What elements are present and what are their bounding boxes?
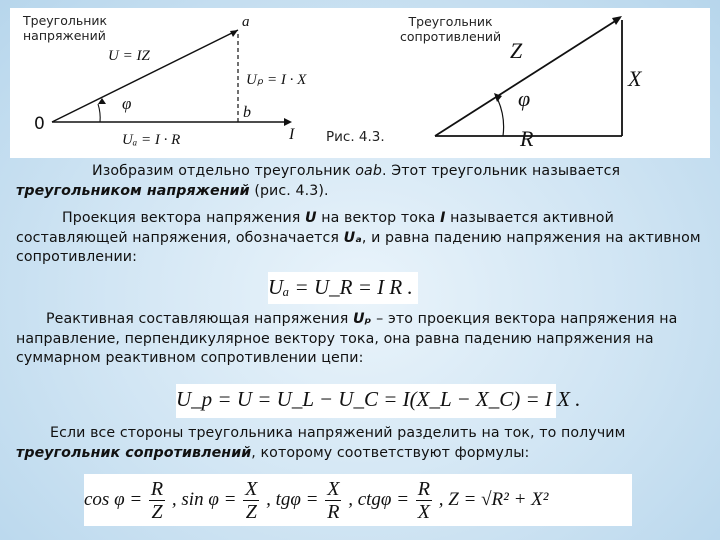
p2-Ua: Uₐ: [343, 229, 362, 246]
label-Ua: Uₐ = I · R: [122, 132, 181, 148]
p3-text-a: Реактивная составляющая напряжения: [46, 311, 353, 327]
frac-cos: [149, 478, 165, 523]
cos-label: cos φ =: [84, 489, 143, 510]
label-Z: Z: [510, 38, 523, 63]
p2-text-b: на вектор тока: [316, 210, 441, 226]
ctg-label: , ctgφ =: [348, 489, 410, 510]
frac-tg: [325, 478, 341, 523]
frac-ctg: [416, 478, 432, 523]
right-caption-line1: Треугольник: [408, 14, 493, 29]
formula-active-voltage: [268, 272, 418, 304]
paragraph-1: [16, 162, 706, 201]
formula-impedance-relations: [84, 474, 632, 526]
right-caption-line2: сопротивлений: [400, 29, 502, 44]
angle-arc-left: [98, 104, 100, 122]
p2-I: I: [440, 210, 446, 226]
p2-text-d: , и равна падению напряжения на активном сопротивлении:: [16, 229, 701, 265]
frac-sin: [243, 478, 259, 523]
left-caption-line1: Треугольник: [23, 13, 108, 28]
p1-text-e: (рис. 4.3).: [249, 182, 329, 199]
label-a: a: [242, 14, 250, 30]
p4-text-a: Если все стороны треугольника напряжений разделить на ток, то получим: [50, 425, 626, 441]
label-b: b: [243, 104, 251, 121]
frac-tg-num: X: [327, 478, 340, 501]
left-caption: [23, 13, 107, 43]
right-caption: [400, 14, 501, 44]
paragraph-4: [16, 424, 706, 463]
p1-text-a: Изобразим отдельно треугольник: [92, 163, 356, 179]
p1-text-c: . Этот треугольник называется: [381, 163, 621, 179]
frac-tg-den: R: [327, 501, 340, 524]
frac-ctg-num: R: [417, 478, 430, 501]
label-phi-right: φ: [518, 86, 531, 111]
voltage-vector-U: [52, 30, 238, 122]
p4-text-c: , которому соответствуют формулы:: [251, 444, 530, 461]
formula-2-text: U_p = U = U_L − U_C = I(X_L − X_C) = I X .: [176, 387, 581, 411]
label-U-IZ: U = IZ: [108, 48, 150, 64]
label-I: I: [289, 126, 295, 143]
p4-term: треугольник сопротивлений: [16, 444, 252, 461]
frac-sin-num: X: [245, 478, 258, 501]
frac-cos-num: R: [150, 478, 164, 501]
formula-reactive-voltage: [176, 384, 581, 418]
p1-oab: oab: [355, 163, 382, 179]
label-zero: 0: [34, 114, 45, 134]
figure-panel: [10, 8, 710, 158]
formula-1-text: Uₐ = U_R = I R .: [268, 275, 413, 299]
frac-sin-den: Z: [245, 501, 257, 524]
paragraph-2: [16, 209, 706, 268]
p2-U: U: [305, 210, 317, 226]
p1-term: треугольником напряжений: [16, 182, 250, 199]
label-phi-left: φ: [122, 94, 132, 113]
arrowhead-Z: [612, 16, 622, 25]
p2-text-a: Проекция вектора напряжения: [62, 210, 306, 226]
p3-text-b: – это проекция вектора напряжения на направление, перпендикулярное вектору тока, она равна падению напряжения на суммарном реактивном сопротивлении цепи:: [16, 311, 678, 366]
arrowhead-I: [284, 118, 292, 126]
p3-Up: Uₚ: [353, 311, 372, 327]
label-Up: Uₚ = I · X: [246, 72, 307, 88]
figure-label: Рис. 4.3.: [326, 129, 385, 145]
z-formula: , Z = √R² + X²: [438, 489, 549, 510]
label-X: X: [628, 66, 642, 91]
angle-arc-right: [498, 100, 504, 136]
paragraph-3: [16, 310, 706, 369]
frac-ctg-den: X: [417, 501, 430, 524]
p2-text-c: называется активной составляющей напряжения, обозначается: [16, 210, 614, 246]
left-caption-line2: напряжений: [23, 28, 106, 43]
sin-label: , sin φ =: [171, 489, 237, 510]
frac-cos-den: Z: [151, 501, 163, 524]
label-R: R: [520, 126, 534, 151]
tg-label: , tgφ =: [266, 489, 319, 510]
